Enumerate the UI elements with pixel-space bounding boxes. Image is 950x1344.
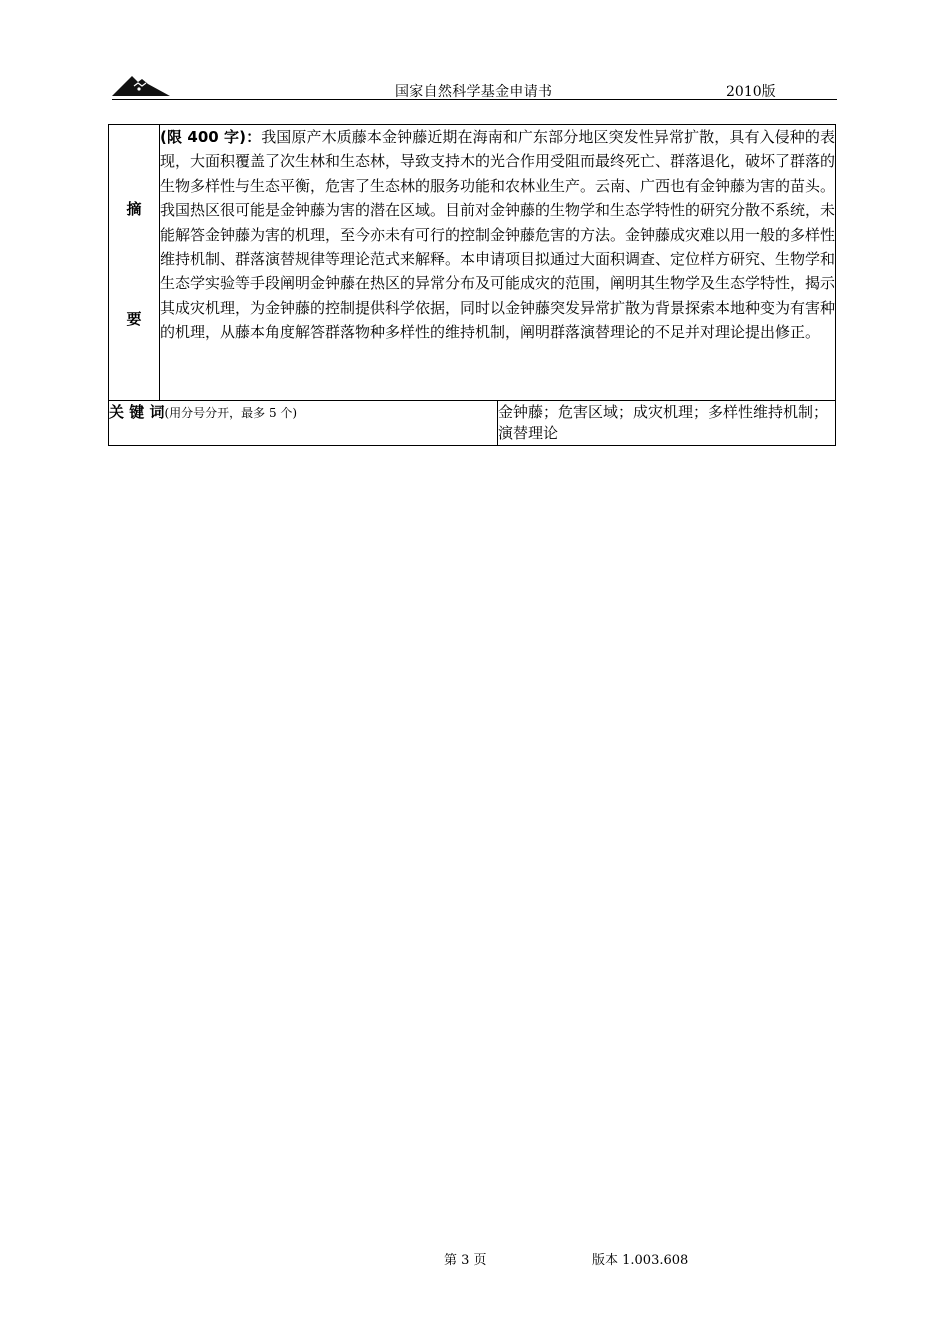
page-header: [112, 70, 837, 102]
abstract-body: 我国原产木质藤本金钟藤近期在海南和广东部分地区突发性异常扩散，具有入侵种的表现，大面积覆盖了次生林和生态林，导致支持木的光合作用受阻而最终死亡、群落退化，破坏了群落的生物多样性与生态平衡，危害了生态林的服务功能和农林业生产。云南、广西也有金钟藤为害的苗头。我国热区很可能是金钟藤为害的潜在区域。目前对金钟藤的生物学和生态学特性的研究分散不系统，未能解答金钟藤为害的机理，至今亦未有可行的控制金钟藤危害的方法。金钟藤成灾难以用一般的多样性维持机制、群落演替规律等理论范式来解释。本申请项目拟通过大面积调查、定位样方研究、生物学和生态学实验等手段阐明金钟藤在热区的异常分布及可能成灾的范围，阐明其生物学及生态学特性，揭示其成灾机理，为金钟藤的控制提供科学依据，同时以金钟藤突发异常扩散为背景探索本地种变为有害种的机理，从藤本角度解答群落物种多样性的维持机制，阐明群落演替理论的不足并对理论提出修正。: [160, 128, 836, 342]
abstract-text-cell: [160, 125, 836, 401]
footer-page-number: 第 3 页: [444, 1253, 487, 1268]
abstract-label-bottom: 要: [126, 310, 142, 328]
application-table: [108, 124, 836, 446]
keywords-label: 关 键 词: [109, 403, 165, 421]
keywords-value: 金钟藤；危害区域；成灾机理；多样性维持机制；演替理论: [498, 401, 836, 446]
keywords-label-cell: [109, 401, 498, 446]
nsfc-logo-icon: [112, 70, 170, 98]
abstract-row: [109, 125, 836, 401]
abstract-label-cell: [109, 125, 160, 401]
abstract-limit-note: (限 400 字)：: [160, 128, 262, 146]
footer-version: 版本 1.003.608: [592, 1253, 689, 1268]
keywords-row: [109, 401, 836, 446]
document-title: 国家自然科学基金申请书: [395, 84, 553, 100]
document-edition: 2010版: [726, 84, 776, 100]
keywords-note: (用分号分开，最多 5 个): [164, 406, 298, 420]
header-rule: [112, 99, 837, 100]
abstract-label-top: 摘: [126, 200, 142, 218]
